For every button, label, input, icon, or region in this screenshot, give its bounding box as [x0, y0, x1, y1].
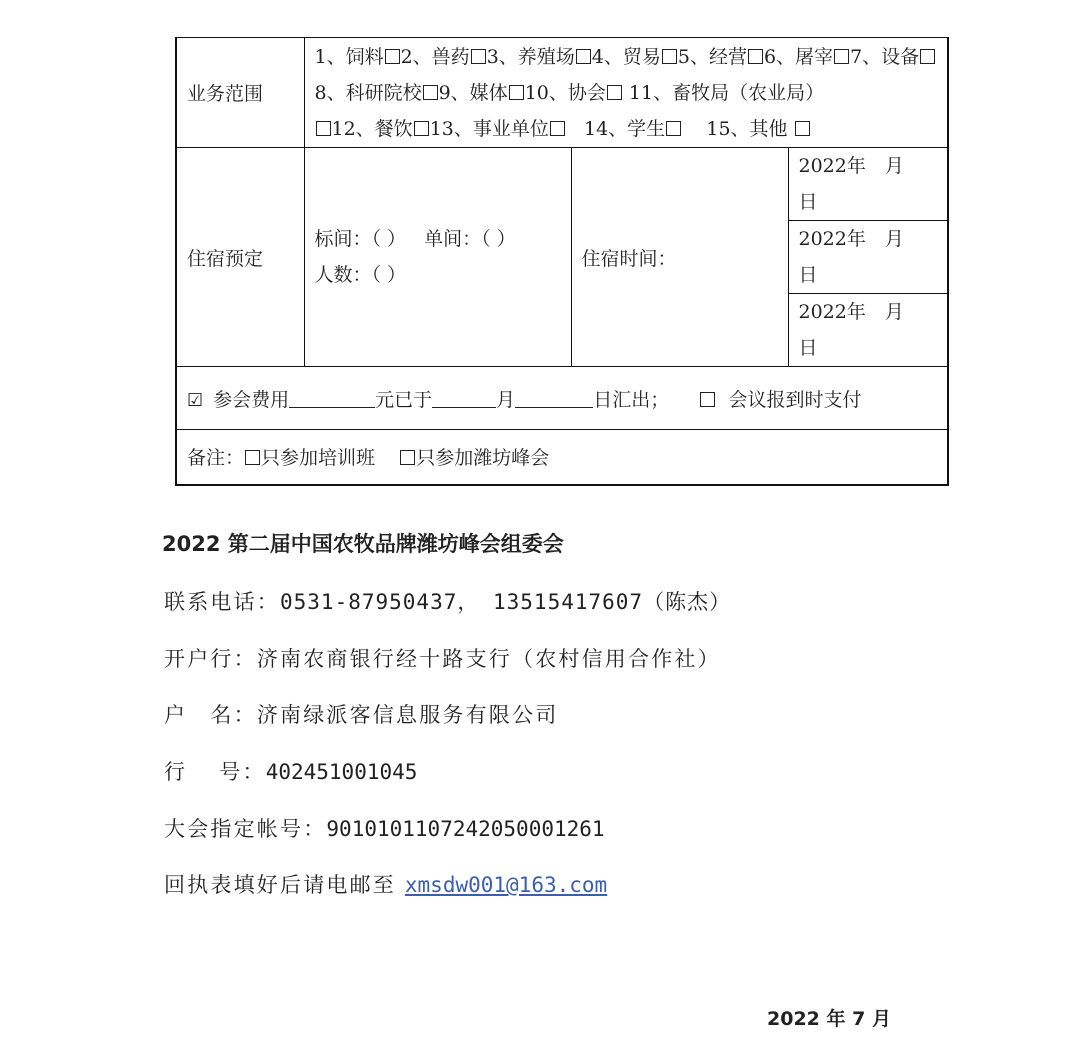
scope-option: 4、贸易 — [591, 45, 661, 68]
scope-checkbox[interactable] — [607, 85, 622, 100]
email-label: 回执表填好后请电邮至 — [164, 873, 396, 897]
account-name-value: 济南绿派客信息服务有限公司 — [256, 703, 559, 727]
accommodation-date-1[interactable]: 2022年 月 日 — [788, 148, 948, 221]
single-room-field[interactable]: 单间：（ ） — [424, 228, 516, 250]
scope-checkbox[interactable] — [471, 49, 486, 64]
scope-option: 7、设备 — [850, 45, 920, 68]
scope-checkbox[interactable] — [795, 121, 810, 136]
scope-checkbox[interactable] — [509, 85, 524, 100]
contact-account — [164, 813, 605, 843]
registration-form-table — [175, 37, 949, 486]
scope-option: 5、经营 — [677, 45, 747, 68]
scope-option: 11、畜牧局（农业局） — [628, 81, 825, 104]
summit-only-label: 只参加潍坊峰会 — [416, 447, 550, 470]
scope-option: 9、媒体 — [438, 81, 508, 104]
fee-day-text: 日汇出； — [593, 388, 670, 411]
scope-option: 1、饲料 — [314, 45, 384, 68]
remarks-row — [176, 430, 948, 485]
bank-number-label: 行 号： — [164, 760, 266, 784]
footer-date: 2022 年 7 月 — [767, 1008, 891, 1030]
account-label: 大会指定帐号： — [164, 817, 327, 841]
summit-only-checkbox[interactable] — [400, 450, 415, 465]
contact-email — [164, 869, 607, 899]
scope-checkbox[interactable] — [316, 121, 331, 136]
accommodation-date-2[interactable]: 2022年 月 日 — [788, 221, 948, 294]
contact-bank — [164, 643, 721, 673]
account-value: 901010110724205000126​1 — [326, 817, 605, 841]
scope-option: 15、其他 — [706, 117, 788, 140]
accommodation-time-label: 住宿时间： — [571, 148, 788, 367]
scope-option: 13、事业单位 — [429, 117, 549, 140]
remarks-label: 备注： — [187, 447, 245, 470]
accommodation-date-3[interactable]: 2022年 月 日 — [788, 294, 948, 367]
room-counts — [304, 148, 571, 367]
training-only-checkbox[interactable] — [245, 450, 260, 465]
email-link[interactable]: xmsdw001@163.com — [404, 873, 608, 897]
pay-on-arrival-checkbox[interactable] — [700, 392, 715, 407]
scope-checkbox[interactable] — [666, 121, 681, 136]
bank-value: 济南农商银行经十路支行（农村信用合作社） — [256, 647, 721, 671]
accommodation-label: 住宿预定 — [176, 148, 304, 367]
fee-label: 参会费用 — [213, 388, 290, 411]
scope-checkbox[interactable] — [834, 49, 849, 64]
fee-month-text: 月 — [496, 388, 516, 411]
fee-unit-text: 元已于 — [375, 388, 433, 411]
fee-day-blank[interactable] — [515, 389, 593, 408]
scope-option: 10、协会 — [524, 81, 606, 104]
training-only-label: 只参加培训班 — [261, 447, 376, 470]
bank-label: 开户行： — [164, 647, 257, 671]
business-scope-options — [304, 38, 948, 148]
fee-row — [176, 367, 948, 430]
scope-option: 14、学生 — [584, 117, 666, 140]
scope-checkbox[interactable] — [920, 49, 935, 64]
business-scope-label: 业务范围 — [176, 38, 304, 148]
contact-account-name — [164, 699, 558, 729]
account-name-label: 户 名： — [164, 703, 257, 727]
scope-option: 3、养殖场 — [486, 45, 575, 68]
bank-number-value: 402451001045 — [265, 760, 418, 784]
scope-checkbox[interactable] — [414, 121, 429, 136]
scope-option: 2、兽药 — [400, 45, 470, 68]
fee-amount-blank[interactable] — [289, 389, 375, 408]
scope-option: 6、屠宰 — [763, 45, 834, 68]
fee-checked-icon[interactable]: ☑ — [187, 389, 204, 411]
contact-phone — [164, 586, 731, 616]
fee-month-blank[interactable] — [432, 389, 496, 408]
scope-checkbox[interactable] — [662, 49, 677, 64]
contact-bank-number — [164, 756, 417, 786]
scope-checkbox[interactable] — [748, 49, 763, 64]
phone-value: 0531-87950437， 13515417607（陈杰） — [280, 590, 732, 614]
scope-option: 8、科研院校 — [314, 81, 422, 104]
scope-option: 12、餐饮 — [331, 117, 413, 140]
scope-checkbox[interactable] — [576, 49, 591, 64]
phone-label: 联系电话： — [164, 590, 280, 614]
standard-room-field[interactable]: 标间：（ ） — [314, 228, 407, 250]
scope-checkbox[interactable] — [423, 85, 438, 100]
scope-checkbox[interactable] — [550, 121, 565, 136]
pay-on-arrival-label: 会议报到时支付 — [728, 388, 862, 411]
organizer-title: 2022 第二届中国农牧品牌潍坊峰会组委会 — [162, 532, 564, 556]
people-count-field[interactable]: 人数：（ ） — [314, 264, 407, 286]
scope-checkbox[interactable] — [385, 49, 400, 64]
